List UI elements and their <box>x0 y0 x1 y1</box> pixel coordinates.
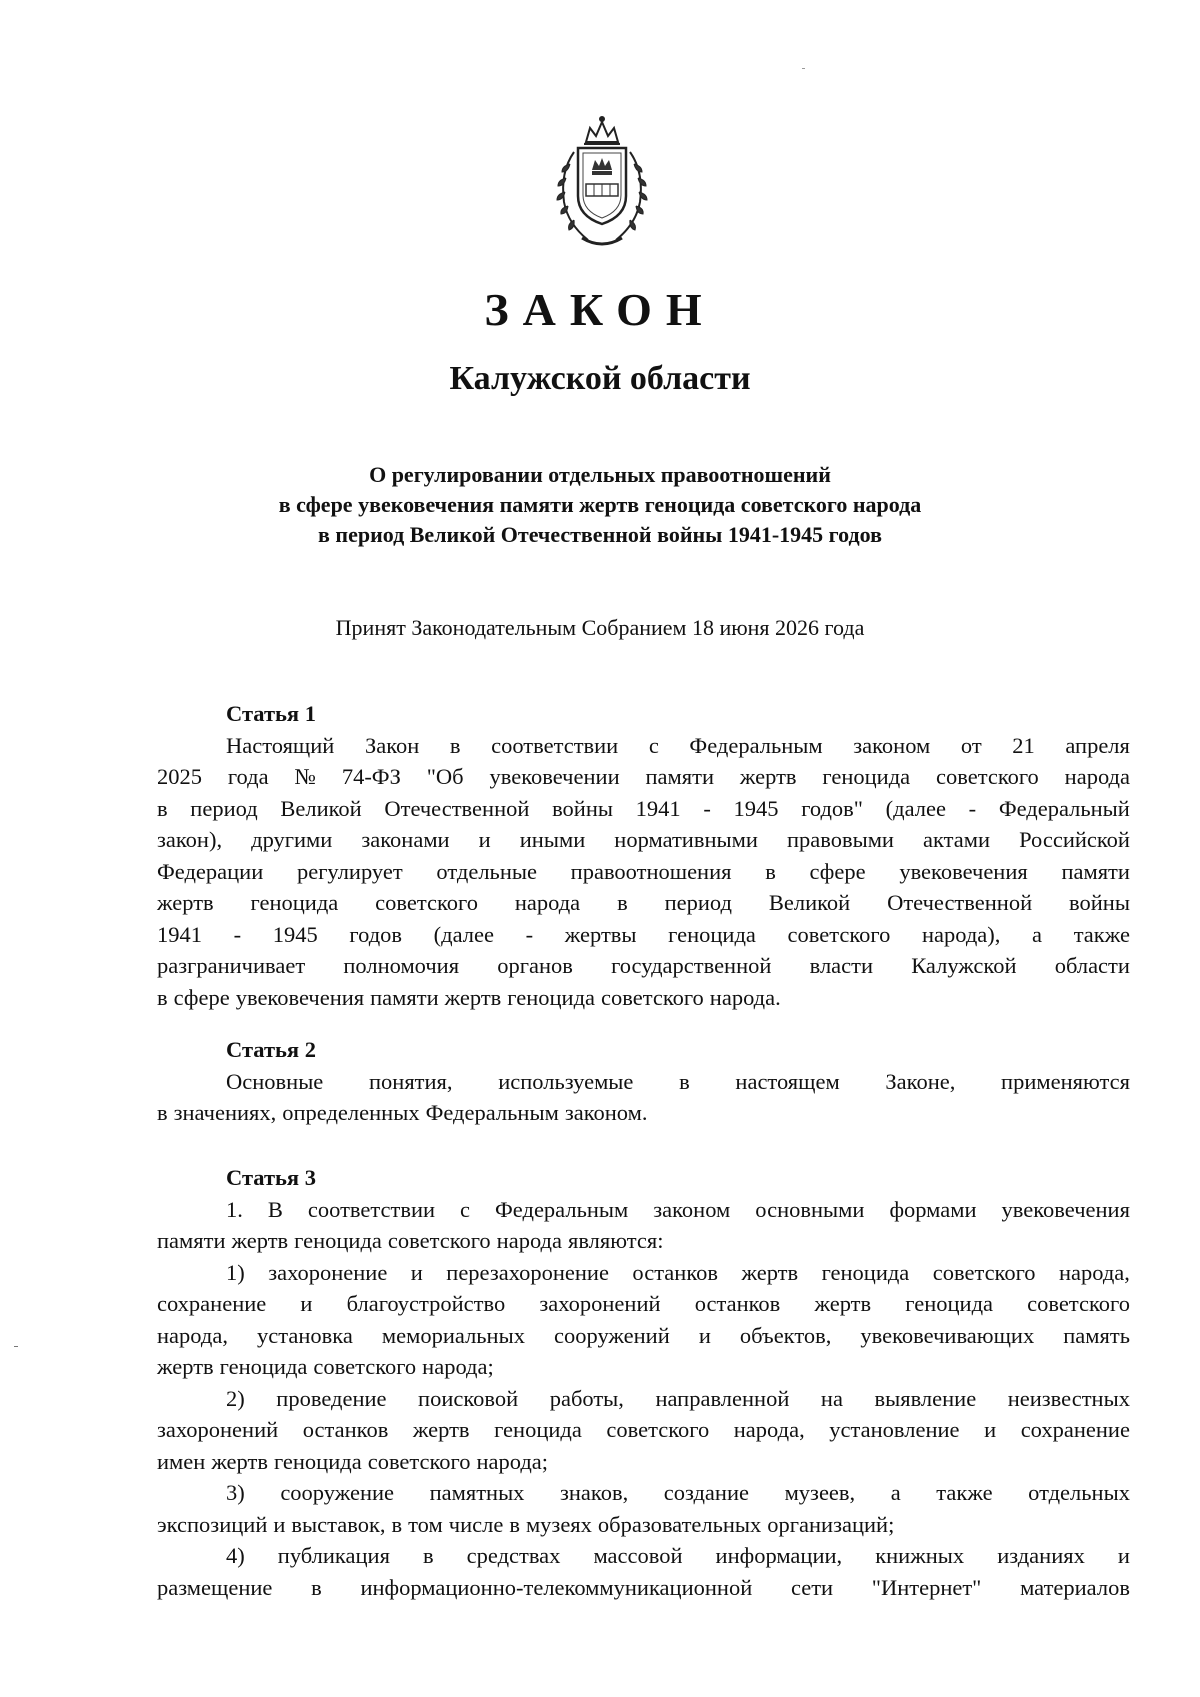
text-line: 1. В соответствии с Федеральным законом основными формами увековечения <box>226 1196 1130 1222</box>
scan-mark <box>14 1346 18 1347</box>
text-line: в период Великой Отечественной войны 1941 - 1945 годов" (далее - Федеральный <box>157 795 1130 821</box>
region-name: Калужской области <box>449 360 751 397</box>
law-title <box>150 460 1050 550</box>
text-line: 1941 - 1945 годов (далее - жертвы геноцида советского народа), а также <box>157 921 1130 947</box>
article-1 <box>157 698 1130 1013</box>
adoption-note: Принят Законодательным Собранием 18 июня 2026 года <box>335 615 865 640</box>
text-line: Основные понятия, используемые в настоящем Законе, применяются <box>226 1068 1130 1094</box>
text-line: жертв геноцида советского народа в период Великой Отечественной войны <box>157 890 1130 915</box>
text-line: 2) проведение поисковой работы, направленной на выявление неизвестных <box>226 1385 1130 1411</box>
text-line: сохранение и благоустройство захоронений останков жертв геноцида советского <box>157 1291 1130 1316</box>
text-line: народа, установка мемориальных сооружений и объектов, увековечивающих память <box>157 1322 1130 1348</box>
article-title: Статья 1 <box>226 701 316 726</box>
article-3 <box>157 1162 1130 1603</box>
text-line: памяти жертв геноцида советского народа являются: <box>157 1228 664 1253</box>
article-title: Статья 2 <box>226 1037 316 1062</box>
article-2 <box>157 1034 1130 1129</box>
text-line: в значениях, определенных Федеральным законом. <box>157 1100 648 1125</box>
text-line: разграничивает полномочия органов государственной власти Калужской области <box>157 953 1130 978</box>
text-line: 4) публикация в средствах массовой информации, книжных изданиях и <box>226 1543 1130 1568</box>
text-line: в сфере увековечения памяти жертв геноцида советского народа. <box>157 984 781 1010</box>
law-title-line: О регулировании отдельных правоотношений <box>369 462 831 487</box>
law-heading: ЗАКОН <box>484 284 716 335</box>
text-line: размещение в информационно-телекоммуникационной сети "Интернет" материалов <box>157 1574 1130 1600</box>
law-title-line: в сфере увековечения памяти жертв геноцида советского народа <box>278 492 922 517</box>
text-line: захоронений останков жертв геноцида советского народа, установление и сохранение <box>157 1417 1130 1442</box>
article-title: Статья 3 <box>226 1165 316 1190</box>
text-line: 2025 года № 74-ФЗ "Об увековечении памяти жертв геноцида советского народа <box>157 764 1130 789</box>
text-line: 3) сооружение памятных знаков, создание музеев, а также отдельных <box>226 1480 1130 1505</box>
text-line: экспозиций и выставок, в том числе в музеях образовательных организаций; <box>157 1511 895 1537</box>
text-line: Настоящий Закон в соответствии с Федеральным законом от 21 апреля <box>226 732 1130 758</box>
scan-mark <box>802 68 805 69</box>
law-title-line: в период Великой Отечественной войны 1941-1945 годов <box>318 522 882 547</box>
text-line: имен жертв геноцида советского народа; <box>157 1448 549 1474</box>
text-line: жертв геноцида советского народа; <box>157 1354 494 1379</box>
text-line: закон), другими законами и иными нормативными правовыми актами Российской <box>157 827 1130 852</box>
coat-of-arms-emblem <box>548 112 656 254</box>
text-line: Федерации регулирует отдельные правоотношения в сфере увековечения памяти <box>157 858 1130 884</box>
text-line: 1) захоронение и перезахоронение останков жертв геноцида советского народа, <box>226 1259 1130 1285</box>
